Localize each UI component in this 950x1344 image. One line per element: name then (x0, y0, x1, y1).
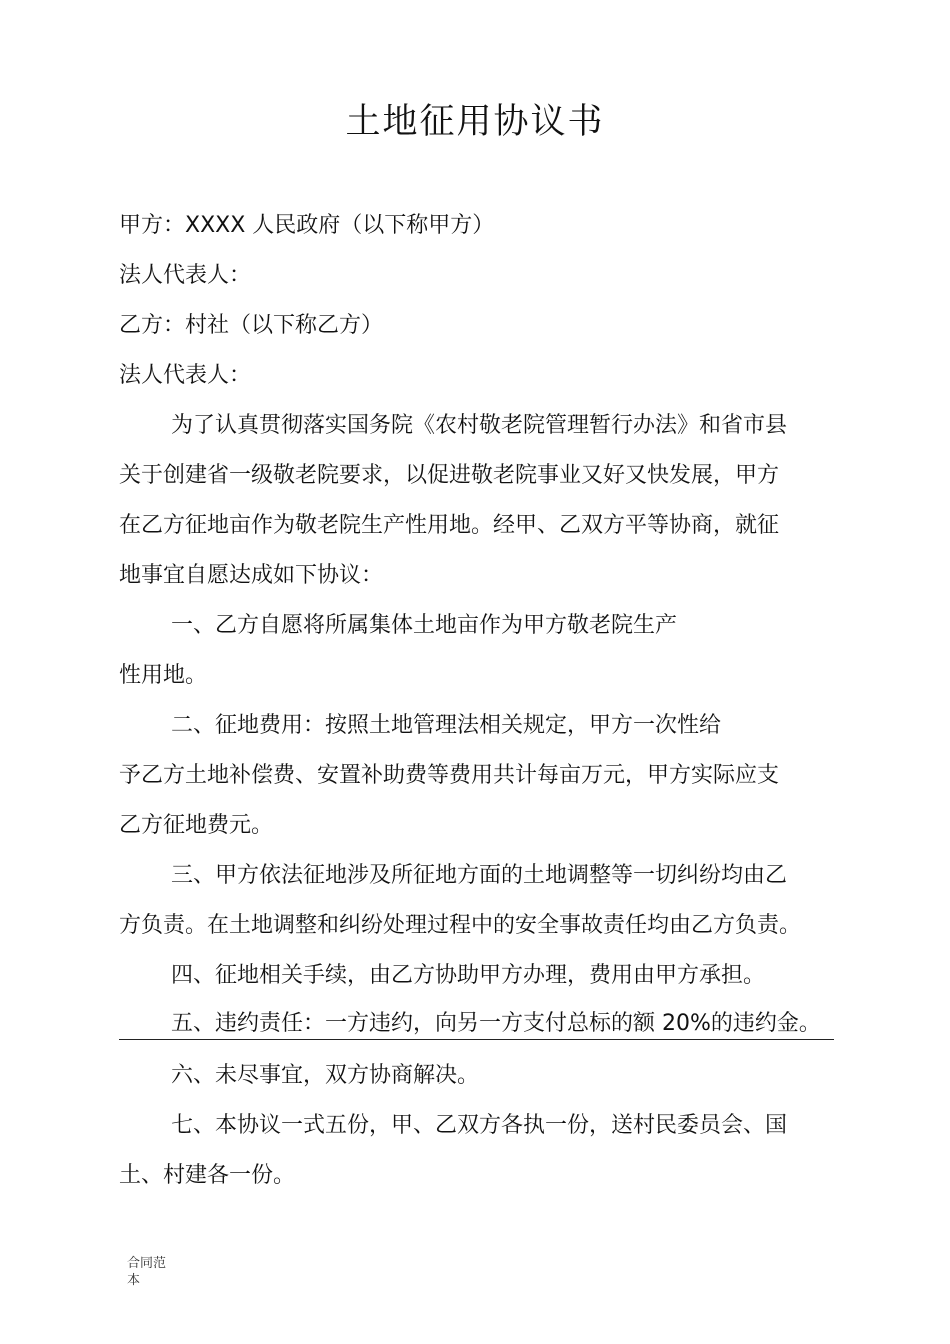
clause-5: 五、违约责任：一方违约，向另一方支付总标的额 20%的违约金。 (171, 1011, 821, 1036)
preamble-line-2: 关于创建省一级敬老院要求，以促进敬老院事业又好又快发展，甲方 (119, 463, 780, 488)
clause-4: 四、征地相关手续，由乙方协助甲方办理，费用由甲方承担。 (171, 963, 766, 988)
clause-2-line-2: 予乙方土地补偿费、安置补助费等费用共计每亩万元，甲方实际应支 (119, 763, 780, 788)
clause-6: 六、未尽事宜，双方协商解决。 (171, 1063, 480, 1088)
clause-1-line-2: 性用地。 (119, 663, 208, 688)
party-a-representative: 法人代表人： (119, 263, 252, 288)
clause-2-line-1: 二、征地费用：按照土地管理法相关规定，甲方一次性给 (171, 713, 722, 738)
party-b-line: 乙方：村社（以下称乙方） (119, 313, 384, 338)
preamble-line-3: 在乙方征地亩作为敬老院生产性用地。经甲、乙双方平等协商，就征 (119, 513, 780, 538)
footer-line-1: 合同范 (127, 1256, 167, 1271)
party-b-representative: 法人代表人： (119, 363, 252, 388)
preamble-line-1: 为了认真贯彻落实国务院《农村敬老院管理暂行办法》和省市县 (171, 413, 788, 438)
document-title: 土地征用协议书 (345, 102, 605, 142)
footer-label (127, 1255, 177, 1289)
footer-line-2: 本 (127, 1273, 141, 1288)
clause-7-line-2: 土、村建各一份。 (119, 1163, 296, 1188)
underline-rule (119, 1039, 834, 1040)
preamble-line-4: 地事宜自愿达成如下协议： (119, 563, 384, 588)
clause-2-line-3: 乙方征地费元。 (119, 813, 274, 838)
clause-3-line-1: 三、甲方依法征地涉及所征地方面的土地调整等一切纠纷均由乙 (171, 863, 788, 888)
clause-7-line-1: 七、本协议一式五份，甲、乙双方各执一份，送村民委员会、国 (171, 1113, 788, 1138)
party-a-line: 甲方：XXXX 人民政府（以下称甲方） (119, 213, 495, 238)
clause-1-line-1: 一、乙方自愿将所属集体土地亩作为甲方敬老院生产 (171, 613, 678, 638)
clause-3-line-2: 方负责。在土地调整和纠纷处理过程中的安全事故责任均由乙方负责。 (119, 913, 802, 938)
